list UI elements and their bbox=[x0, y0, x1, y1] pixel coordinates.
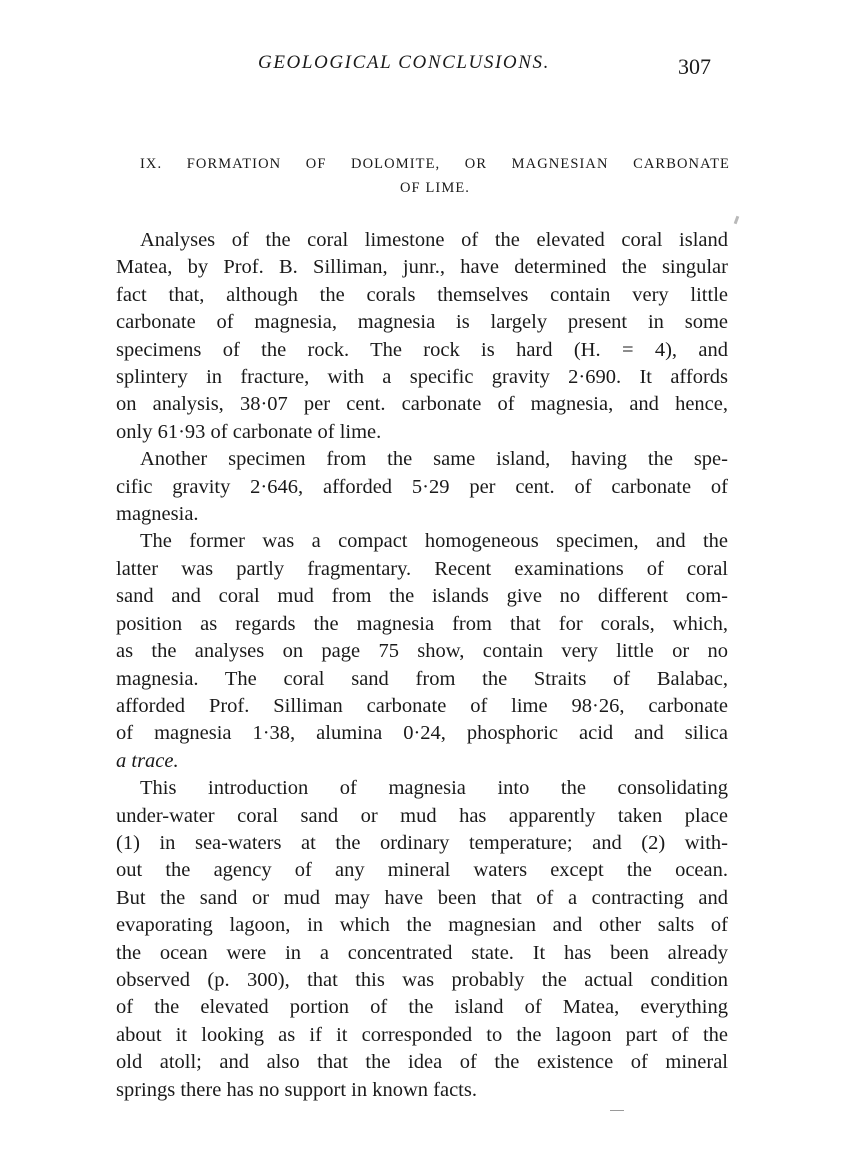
section-heading-line: OF LIME. bbox=[399, 180, 471, 196]
running-head bbox=[0, 48, 850, 78]
body-text bbox=[116, 227, 728, 1104]
text-line: magnesia. bbox=[116, 503, 199, 526]
page-number: 307 bbox=[678, 54, 711, 79]
print-mark bbox=[610, 1110, 624, 1111]
text-line: sand and coral mud from the islands give no different com- bbox=[116, 585, 728, 608]
print-mark bbox=[734, 216, 740, 225]
text-line: splintery in fracture, with a specific gravity 2·690. It affords bbox=[116, 366, 728, 389]
text-line: the ocean were in a concentrated state. It has been already bbox=[116, 941, 728, 964]
text-line: under-water coral sand or mud has apparently taken place bbox=[116, 804, 728, 827]
text-line: But the sand or mud may have been that of a contracting and bbox=[116, 886, 728, 909]
text-line: Analyses of the coral limestone of the elevated coral island bbox=[140, 229, 728, 251]
text-line: about it looking as if it corresponded to the lagoon part of the bbox=[116, 1023, 728, 1046]
text-line bbox=[116, 748, 728, 775]
text-line: Another specimen from the same island, having the spe- bbox=[140, 448, 728, 471]
text-line: magnesia. The coral sand from the Straits of Balabac, bbox=[116, 667, 728, 690]
section-heading-line: IX. FORMATION OF DOLOMITE, OR MAGNESIAN CARBONATE bbox=[140, 156, 730, 172]
running-title: GEOLOGICAL CONCLUSIONS. bbox=[258, 52, 550, 73]
text-line: latter was partly fragmentary. Recent examinations of coral bbox=[116, 557, 728, 580]
paragraph bbox=[116, 227, 728, 446]
text-line: springs there has no support in known facts. bbox=[116, 1078, 477, 1101]
text-line: on analysis, 38·07 per cent. carbonate of magnesia, and hence, bbox=[116, 393, 728, 416]
text-line: (1) in sea-waters at the ordinary temperature; and (2) with- bbox=[116, 831, 728, 854]
text-line: observed (p. 300), that this was probably the actual condition bbox=[116, 968, 728, 991]
paragraph bbox=[116, 446, 728, 528]
text-line: carbonate of magnesia, magnesia is largely present in some bbox=[116, 311, 728, 334]
section-heading bbox=[140, 152, 730, 200]
text-line: of the elevated portion of the island of Matea, everything bbox=[116, 996, 728, 1019]
text-line: out the agency of any mineral waters except the ocean. bbox=[116, 859, 728, 882]
text-line: fact that, although the corals themselves contain very little bbox=[116, 283, 728, 306]
text-line: cific gravity 2·646, afforded 5·29 per cent. of carbonate of bbox=[116, 475, 728, 498]
paragraph bbox=[116, 775, 728, 1104]
text-line: as the analyses on page 75 show, contain very little or no bbox=[116, 640, 728, 663]
paragraph bbox=[116, 528, 728, 775]
text-line: Matea, by Prof. B. Silliman, junr., have determined the singular bbox=[116, 256, 728, 279]
text-line: specimens of the rock. The rock is hard (H. = 4), and bbox=[116, 338, 728, 361]
text-line: old atoll; and also that the idea of the existence of mineral bbox=[116, 1051, 728, 1074]
text-line: The former was a compact homogeneous specimen, and the bbox=[140, 530, 728, 553]
text-line: of magnesia 1·38, alumina 0·24, phosphoric acid and silica bbox=[116, 722, 728, 745]
text-line: afforded Prof. Silliman carbonate of lime 98·26, carbonate bbox=[116, 694, 728, 717]
text-line: position as regards the magnesia from that for corals, which, bbox=[116, 612, 728, 635]
text-line: only 61·93 of carbonate of lime. bbox=[116, 420, 382, 443]
text-line: evaporating lagoon, in which the magnesian and other salts of bbox=[116, 914, 728, 937]
text-line: This introduction of magnesia into the consolidating bbox=[140, 777, 728, 800]
italic-phrase: a trace. bbox=[116, 749, 179, 772]
